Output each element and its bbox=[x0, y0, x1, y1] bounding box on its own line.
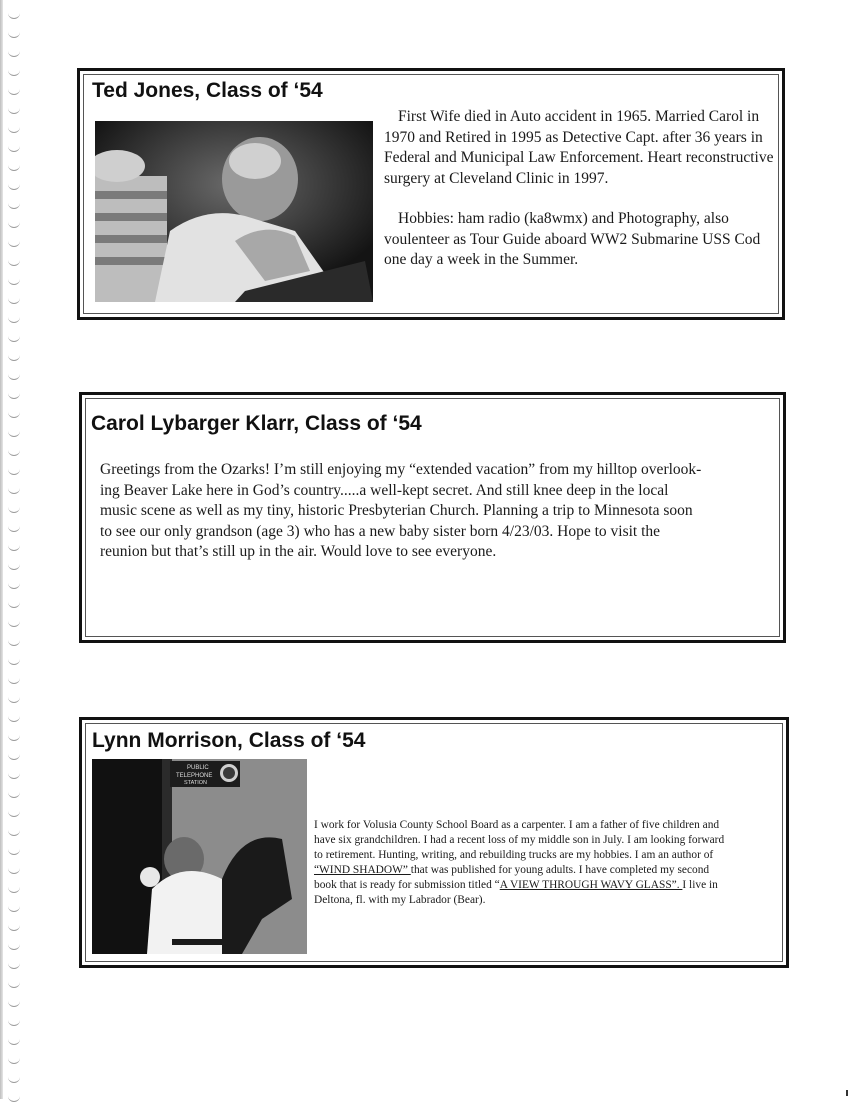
binding-mark bbox=[8, 31, 20, 38]
bio-line: to retirement. Hunting, writing, and rebuilding trucks are my hobbies. I am an author of bbox=[314, 849, 714, 861]
profile-title: Carol Lybarger Klarr, Class of ‘54 bbox=[91, 412, 422, 435]
svg-text:TELEPHONE: TELEPHONE bbox=[176, 773, 213, 779]
binding-mark bbox=[8, 316, 20, 323]
binding-mark bbox=[8, 411, 20, 418]
binding-mark bbox=[8, 639, 20, 646]
profile-title: Lynn Morrison, Class of ‘54 bbox=[92, 729, 366, 752]
bio-line: music scene as well as my tiny, historic Presbyterian Church. Planning a trip to Minnesota soon bbox=[100, 502, 693, 519]
bio-line-text: book that is ready for submission titled “ bbox=[314, 879, 500, 891]
binding-mark bbox=[8, 107, 20, 114]
book-title-a-view-through-wavy-glass: A VIEW THROUGH WAVY GLASS”. bbox=[499, 879, 683, 891]
binding-mark bbox=[8, 867, 20, 874]
binding-mark bbox=[8, 924, 20, 931]
binding-mark bbox=[8, 145, 20, 152]
bio-line: reunion but that’s still up in the air. Would love to see everyone. bbox=[100, 543, 497, 560]
photo-ted-jones bbox=[95, 121, 373, 302]
binding-mark bbox=[8, 658, 20, 665]
bio-line: Deltona, fl. with my Labrador (Bear). bbox=[314, 894, 486, 906]
binding-mark bbox=[8, 753, 20, 760]
bio-line: have six grandchildren. I had a recent loss of my middle son in July. I am looking forward bbox=[314, 834, 725, 846]
book-title-wind-shadow: “WIND SHADOW” bbox=[314, 864, 411, 876]
binding-mark bbox=[8, 126, 20, 133]
binding-mark bbox=[8, 1038, 20, 1045]
binding-mark bbox=[8, 620, 20, 627]
bio-paragraph: First Wife died in Auto accident in 1965. Married Carol in 1970 and Retired in 1995 as Detective Capt. after 36 years in Federal and Municipal Law Enforcement. Heart reconstructive surgery at Cleveland Clinic in 1997. bbox=[384, 108, 774, 187]
binding-mark bbox=[8, 810, 20, 817]
binding-mark bbox=[8, 563, 20, 570]
binding-mark bbox=[8, 886, 20, 893]
binding-mark bbox=[8, 1000, 20, 1007]
binding-mark bbox=[8, 12, 20, 19]
binding-mark bbox=[8, 734, 20, 741]
binding-mark bbox=[8, 354, 20, 361]
binding-mark bbox=[8, 677, 20, 684]
binding-mark bbox=[8, 297, 20, 304]
binding-mark bbox=[8, 164, 20, 171]
binding-mark bbox=[8, 544, 20, 551]
binding-mark bbox=[8, 525, 20, 532]
bio-line bbox=[314, 863, 724, 878]
binding-mark bbox=[8, 468, 20, 475]
photo-ted-jones-image bbox=[95, 121, 373, 302]
binding-mark bbox=[8, 259, 20, 266]
binding-mark bbox=[8, 69, 20, 76]
binding-mark bbox=[8, 848, 20, 855]
profile-bio-carol-lybarger-klarr bbox=[100, 460, 770, 563]
bio-line-text: I live in bbox=[682, 879, 718, 891]
binding-mark bbox=[8, 183, 20, 190]
binding-mark bbox=[8, 1057, 20, 1064]
binding-mark bbox=[8, 772, 20, 779]
binding-mark bbox=[8, 1019, 20, 1026]
binding-mark bbox=[8, 962, 20, 969]
binding-hole-marks bbox=[8, 0, 28, 1099]
binding-mark bbox=[8, 487, 20, 494]
binding-mark bbox=[8, 601, 20, 608]
profile-bio-lynn-morrison bbox=[314, 818, 724, 908]
bio-line-text: that was published for young adults. I have completed my second bbox=[410, 864, 710, 876]
bio-line: to see our only grandson (age 3) who has a new baby sister born 4/23/03. Hope to visit the bbox=[100, 522, 661, 540]
page-left-edge bbox=[0, 0, 3, 1099]
binding-mark bbox=[8, 430, 20, 437]
svg-text:PUBLIC: PUBLIC bbox=[187, 765, 209, 771]
bio-line: I work for Volusia County School Board as a carpenter. I am a father of five children and bbox=[314, 819, 720, 831]
binding-mark bbox=[8, 829, 20, 836]
photo-lynn-morrison bbox=[92, 759, 307, 954]
binding-mark bbox=[8, 943, 20, 950]
binding-mark bbox=[8, 240, 20, 247]
binding-mark bbox=[8, 696, 20, 703]
binding-mark bbox=[8, 373, 20, 380]
binding-mark bbox=[8, 50, 20, 57]
svg-text:STATION: STATION bbox=[184, 780, 208, 786]
binding-mark bbox=[8, 392, 20, 399]
binding-mark bbox=[8, 506, 20, 513]
binding-mark bbox=[8, 449, 20, 456]
profile-title: Ted Jones, Class of ‘54 bbox=[92, 79, 323, 102]
binding-mark bbox=[8, 1076, 20, 1083]
binding-mark bbox=[8, 981, 20, 988]
binding-mark bbox=[8, 335, 20, 342]
binding-mark bbox=[8, 582, 20, 589]
binding-mark bbox=[8, 905, 20, 912]
profile-bio-ted-jones bbox=[384, 107, 784, 271]
bio-paragraph: Hobbies: ham radio (ka8wmx) and Photography, also voulenteer as Tour Guide aboard WW2 Submarine USS Cod one day a week in the Summer. bbox=[384, 210, 761, 268]
binding-mark bbox=[8, 88, 20, 95]
bio-line bbox=[314, 878, 724, 893]
binding-mark bbox=[8, 715, 20, 722]
binding-mark bbox=[8, 202, 20, 209]
binding-mark bbox=[8, 791, 20, 798]
bio-line: Greetings from the Ozarks! I’m still enjoying my “extended vacation” from my hilltop overlook- bbox=[100, 461, 702, 478]
bio-line: ing Beaver Lake here in God’s country.....a well-kept secret. And still knee deep in the local bbox=[100, 481, 669, 499]
binding-mark bbox=[8, 221, 20, 228]
scan-mark bbox=[846, 1090, 848, 1096]
binding-mark bbox=[8, 278, 20, 285]
photo-lynn-morrison-image bbox=[92, 759, 307, 954]
